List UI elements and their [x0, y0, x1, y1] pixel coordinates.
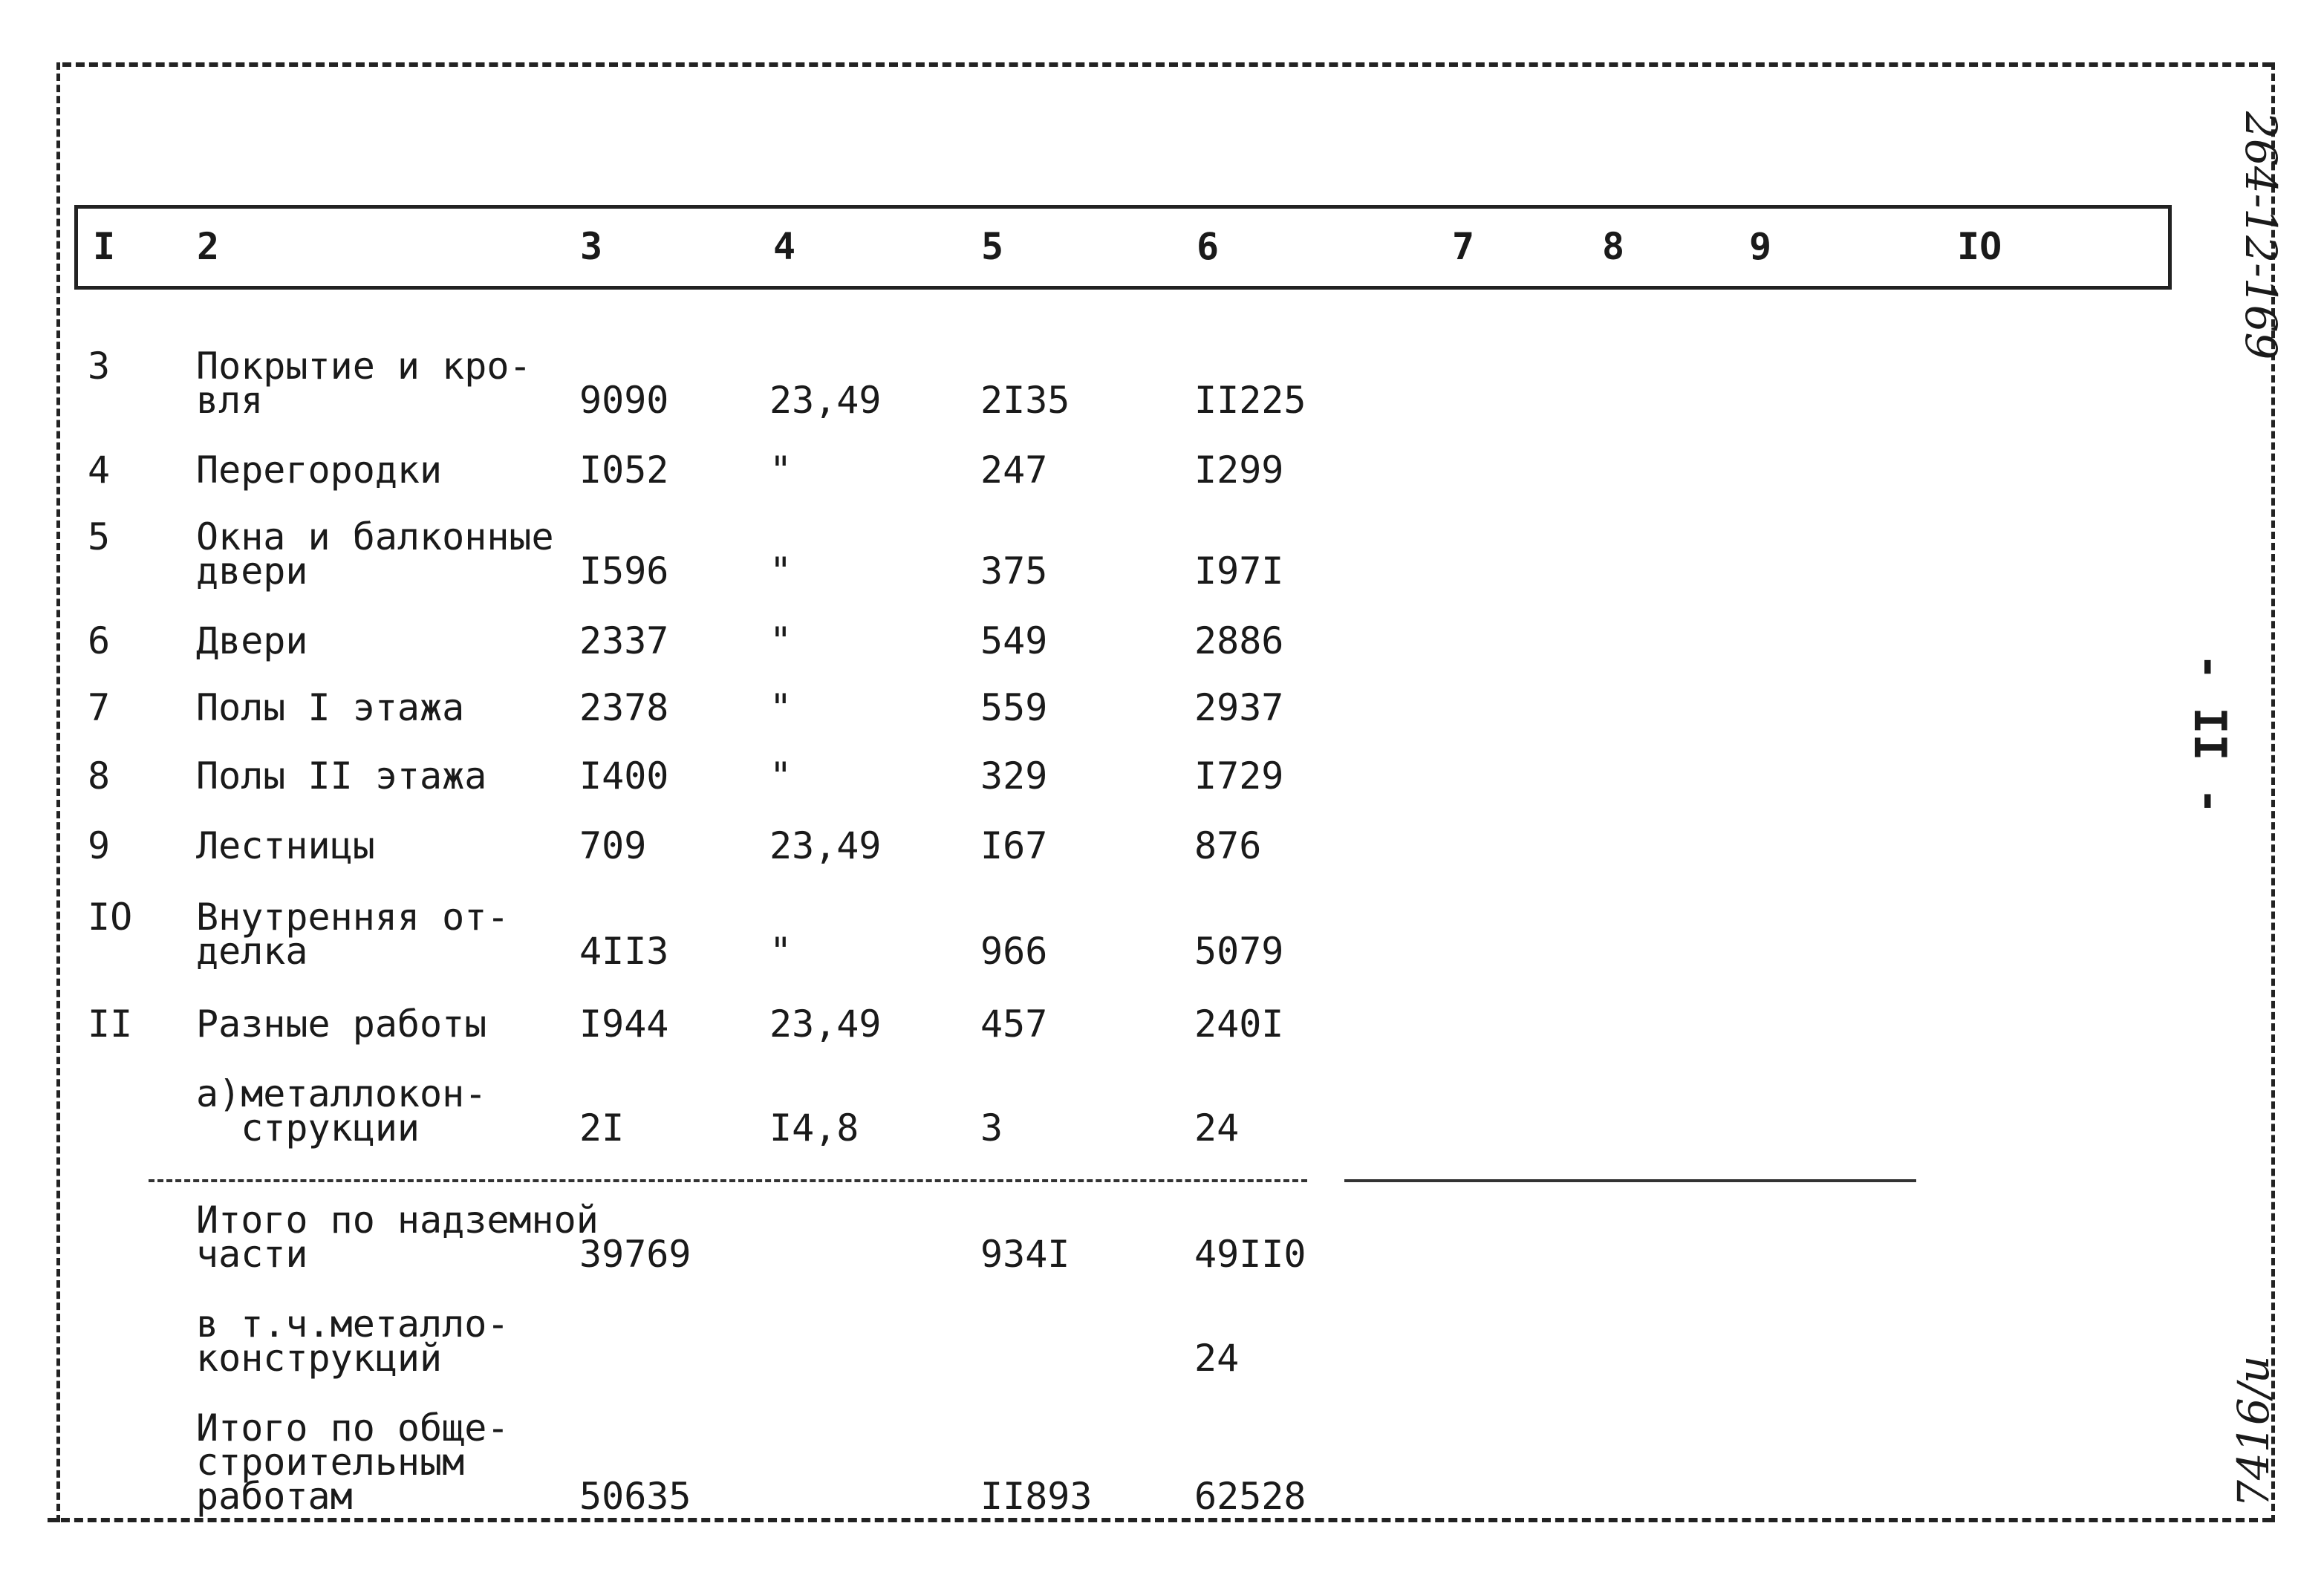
- cell-col-6: 876: [1194, 824, 1262, 867]
- total-col-6: 49II0: [1194, 1233, 1306, 1276]
- cell-col-3: I052: [579, 449, 669, 492]
- cell-col-3: 709: [579, 824, 647, 867]
- cell-col-3: I596: [579, 550, 669, 593]
- cell-col-6: 240I: [1194, 1002, 1284, 1046]
- cell-col-6: 2937: [1194, 686, 1284, 729]
- cell-col-6: II225: [1194, 379, 1306, 422]
- cell-col-5: 559: [980, 686, 1048, 729]
- cell-col-6: 2886: [1194, 619, 1284, 662]
- total-name-line: части: [196, 1233, 308, 1276]
- cell-col-6: 5079: [1194, 930, 1284, 973]
- cell-col-6: 24: [1194, 1106, 1240, 1150]
- row-number: 6: [88, 619, 111, 662]
- cell-col-6: I97I: [1194, 550, 1284, 593]
- total-col-3: 39769: [579, 1233, 691, 1276]
- cell-col-4: ": [769, 449, 792, 492]
- row-name-line: Внутренняя от-: [196, 896, 510, 939]
- cell-col-3: I400: [579, 754, 669, 798]
- page-number: - II -: [2184, 653, 2236, 815]
- cell-col-4: ": [769, 930, 792, 973]
- row-name-line: двери: [196, 550, 308, 593]
- total-col-6: 62528: [1194, 1475, 1306, 1518]
- cell-col-3: 4II3: [579, 930, 669, 973]
- row-name-line: Полы I этажа: [196, 686, 465, 729]
- row-name-line: Окна и балконные: [196, 515, 554, 558]
- cell-col-3: I944: [579, 1002, 669, 1046]
- cell-col-4: ": [769, 619, 792, 662]
- subtotal-rule-solid: [1344, 1179, 1916, 1182]
- cell-col-4: ": [769, 754, 792, 798]
- row-name-line: Перегородки: [196, 449, 443, 492]
- row-name-line: делка: [196, 930, 308, 973]
- row-name-line: Покрытие и кро-: [196, 345, 532, 388]
- column-header-row: [74, 205, 2172, 290]
- cell-col-5: 966: [980, 930, 1048, 973]
- row-name-line: а)металлокон-: [196, 1072, 487, 1115]
- cell-col-4: 23,49: [769, 1002, 882, 1046]
- total-col-3: 50635: [579, 1475, 691, 1518]
- row-number: 5: [88, 515, 111, 558]
- row-name-line: Двери: [196, 619, 308, 662]
- column-header-3: 3: [580, 225, 603, 268]
- row-name-line: струкции: [196, 1106, 420, 1150]
- total-name-line: конструкций: [196, 1337, 443, 1380]
- column-header-7: 7: [1452, 225, 1475, 268]
- subtotal-rule-dashed: [149, 1179, 1307, 1182]
- total-name-line: Итого по надземной: [196, 1199, 599, 1242]
- row-number: 8: [88, 754, 111, 798]
- cell-col-3: 9090: [579, 379, 669, 422]
- column-header-9: 9: [1749, 225, 1772, 268]
- column-header-5: 5: [981, 225, 1004, 268]
- cell-col-3: 2337: [579, 619, 669, 662]
- cell-col-4: 23,49: [769, 379, 882, 422]
- total-col-5: II893: [980, 1475, 1093, 1518]
- row-number: 7: [88, 686, 111, 729]
- row-name-line: Лестницы: [196, 824, 375, 867]
- row-number: 9: [88, 824, 111, 867]
- row-number: 3: [88, 345, 111, 388]
- row-number: IO: [88, 896, 133, 939]
- total-name-line: работам: [196, 1475, 353, 1518]
- cell-col-5: 247: [980, 449, 1048, 492]
- cell-col-5: I67: [980, 824, 1048, 867]
- cell-col-5: 2I35: [980, 379, 1070, 422]
- total-name-line: строительным: [196, 1441, 465, 1484]
- document-code-bottom: 7416/и: [2228, 1355, 2279, 1507]
- cell-col-4: ": [769, 550, 792, 593]
- cell-col-5: 549: [980, 619, 1048, 662]
- cell-col-4: 23,49: [769, 824, 882, 867]
- total-name-line: в т.ч.металло-: [196, 1302, 510, 1346]
- column-header-1: I: [93, 225, 116, 268]
- cell-col-4: ": [769, 686, 792, 729]
- column-header-10: IO: [1957, 225, 2002, 268]
- column-header-2: 2: [197, 225, 220, 268]
- cell-col-6: I729: [1194, 754, 1284, 798]
- column-header-8: 8: [1602, 225, 1625, 268]
- row-name-line: Разные работы: [196, 1002, 487, 1046]
- column-header-4: 4: [773, 225, 796, 268]
- row-name-line: вля: [196, 379, 264, 422]
- cell-col-5: 329: [980, 754, 1048, 798]
- frame-bottom-border: [48, 1518, 2271, 1522]
- row-number: II: [88, 1002, 133, 1046]
- column-header-6: 6: [1197, 225, 1220, 268]
- total-col-5: 934I: [980, 1233, 1070, 1276]
- cell-col-3: 2378: [579, 686, 669, 729]
- cell-col-5: 3: [980, 1106, 1003, 1150]
- frame-left-border: [56, 62, 60, 1522]
- cell-col-3: 2I: [579, 1106, 625, 1150]
- cell-col-5: 457: [980, 1002, 1048, 1046]
- document-code-top: 264-12-169: [2236, 111, 2286, 360]
- row-number: 4: [88, 449, 111, 492]
- frame-top-border: [62, 62, 2271, 67]
- cell-col-6: I299: [1194, 449, 1284, 492]
- total-col-6: 24: [1194, 1337, 1240, 1380]
- cell-col-4: I4,8: [769, 1106, 859, 1150]
- total-name-line: Итого по обще-: [196, 1406, 510, 1450]
- cell-col-5: 375: [980, 550, 1048, 593]
- row-name-line: Полы II этажа: [196, 754, 487, 798]
